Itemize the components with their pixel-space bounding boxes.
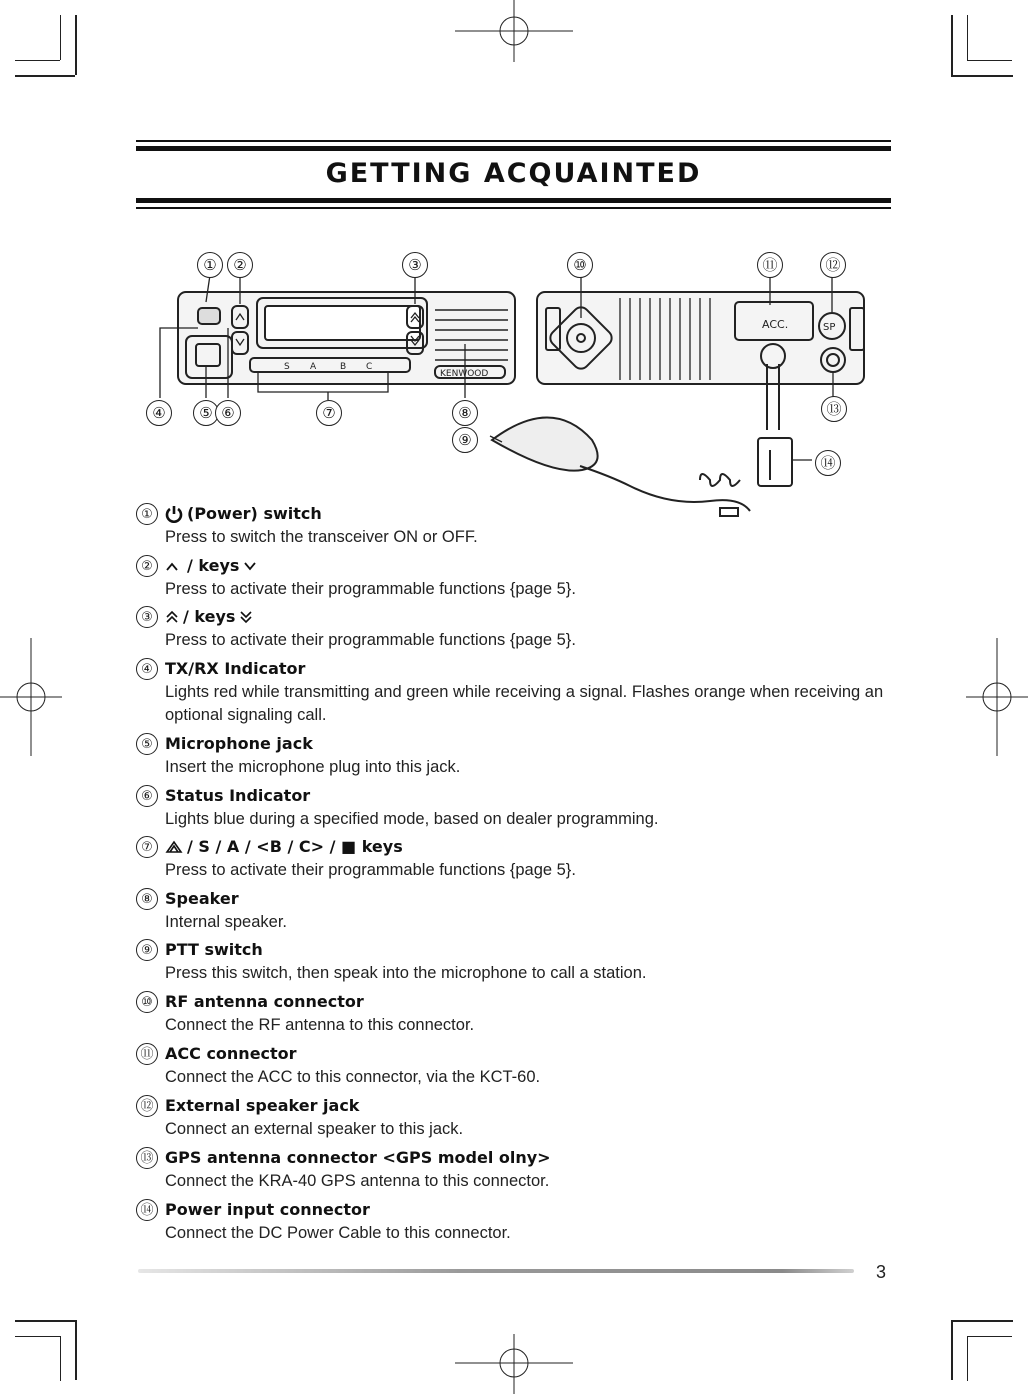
- diagram-callout-13: ⑬: [821, 396, 847, 422]
- item-description: Insert the microphone plug into this jack.: [165, 758, 461, 776]
- key-label-b: B: [340, 362, 347, 372]
- item-description: Connect the KRA-40 GPS antenna to this connector.: [165, 1172, 550, 1190]
- item-number: ⑫: [136, 1095, 158, 1117]
- item-description: Connect the RF antenna to this connector.: [165, 1016, 475, 1034]
- item-title: GPS antenna connector <GPS model olny>: [165, 1148, 551, 1167]
- item-number: ⑩: [136, 991, 158, 1013]
- key-label-a: A: [310, 362, 317, 372]
- radio-diagram: [140, 240, 880, 530]
- item-description: Lights red while transmitting and green while receiving a signal. Flashes orange when receiving an optional signaling call.: [165, 683, 884, 724]
- title-rule-bottom-thick: [136, 198, 891, 203]
- diagram-callout-1: ①: [197, 252, 223, 278]
- item-title: PTT switch: [165, 940, 263, 959]
- item-number: ②: [136, 555, 158, 577]
- diagram-callout-10: ⑩: [567, 252, 593, 278]
- sp-label: SP: [823, 322, 836, 333]
- power-icon: [165, 505, 183, 523]
- double-chevron-down-icon: [239, 610, 253, 624]
- diagram-callout-11: ⑪: [757, 252, 783, 278]
- item-description: Press this switch, then speak into the microphone to call a station.: [165, 964, 647, 982]
- item-number: ⑤: [136, 733, 158, 755]
- diagram-callout-8: ⑧: [452, 400, 478, 426]
- title-rule-top-thick: [136, 146, 891, 151]
- microphone: [492, 418, 750, 517]
- item-title: / keys: [187, 556, 240, 575]
- acc-label: ACC.: [762, 318, 789, 331]
- item-description: Press to switch the transceiver ON or OFF.: [165, 528, 478, 546]
- home-triangle-icon: [165, 840, 183, 854]
- diagram-callout-4: ④: [146, 400, 172, 426]
- key-label-c: C: [366, 362, 373, 372]
- diagram-callout-3: ③: [402, 252, 428, 278]
- item-number: ③: [136, 606, 158, 628]
- item-number: ④: [136, 658, 158, 680]
- chevron-up-icon: [165, 560, 179, 572]
- item-number: ⑧: [136, 888, 158, 910]
- diagram-callout-9: ⑨: [452, 427, 478, 453]
- title-rule-bottom-thin: [136, 207, 891, 209]
- item-title: / keys: [183, 607, 236, 626]
- diagram-callout-7: ⑦: [316, 400, 342, 426]
- item-number: ⑥: [136, 785, 158, 807]
- item-number: ⑪: [136, 1043, 158, 1065]
- diagram-callout-6: ⑥: [215, 400, 241, 426]
- item-number: ⑦: [136, 836, 158, 858]
- item-title: Power input connector: [165, 1200, 370, 1219]
- item-title: ACC connector: [165, 1044, 297, 1063]
- diagram-callout-2: ②: [227, 252, 253, 278]
- item-title: / S / A / <B / C> / ■ keys: [187, 837, 403, 856]
- title-rule-top-thin: [136, 140, 891, 142]
- item-title: External speaker jack: [165, 1096, 360, 1115]
- chevron-down-icon: [243, 560, 257, 572]
- item-description: Press to activate their programmable functions {page 5}.: [165, 580, 576, 598]
- item-description: Lights blue during a specified mode, based on dealer programming.: [165, 810, 659, 828]
- diagram-callout-12: ⑫: [820, 252, 846, 278]
- item-description: Press to activate their programmable functions {page 5}.: [165, 861, 576, 879]
- item-number: ⑨: [136, 939, 158, 961]
- footer-rule: [138, 1269, 854, 1273]
- item-title: Microphone jack: [165, 734, 313, 753]
- item-description: Internal speaker.: [165, 913, 287, 931]
- item-description: Connect the DC Power Cable to this connector.: [165, 1224, 511, 1242]
- item-description: Connect the ACC to this connector, via the KCT-60.: [165, 1068, 541, 1086]
- item-description: Press to activate their programmable functions {page 5}.: [165, 631, 576, 649]
- page-number: 3: [876, 1262, 887, 1282]
- item-title: Status Indicator: [165, 786, 311, 805]
- item-number: ⑭: [136, 1199, 158, 1221]
- item-title: Speaker: [165, 889, 239, 908]
- item-description: Connect an external speaker to this jack.: [165, 1120, 464, 1138]
- item-title: RF antenna connector: [165, 992, 364, 1011]
- double-chevron-up-icon: [165, 610, 179, 624]
- brand-logo: KENWOOD: [440, 369, 489, 379]
- page-title: GETTING ACQUAINTED: [325, 158, 702, 189]
- diagram-callout-5: ⑤: [193, 400, 219, 426]
- key-label-s: S: [284, 362, 290, 372]
- item-title: TX/RX Indicator: [165, 659, 306, 678]
- item-title: (Power) switch: [187, 504, 322, 523]
- item-number: ①: [136, 503, 158, 525]
- item-number: ⑬: [136, 1147, 158, 1169]
- diagram-callout-14: ⑭: [815, 450, 841, 476]
